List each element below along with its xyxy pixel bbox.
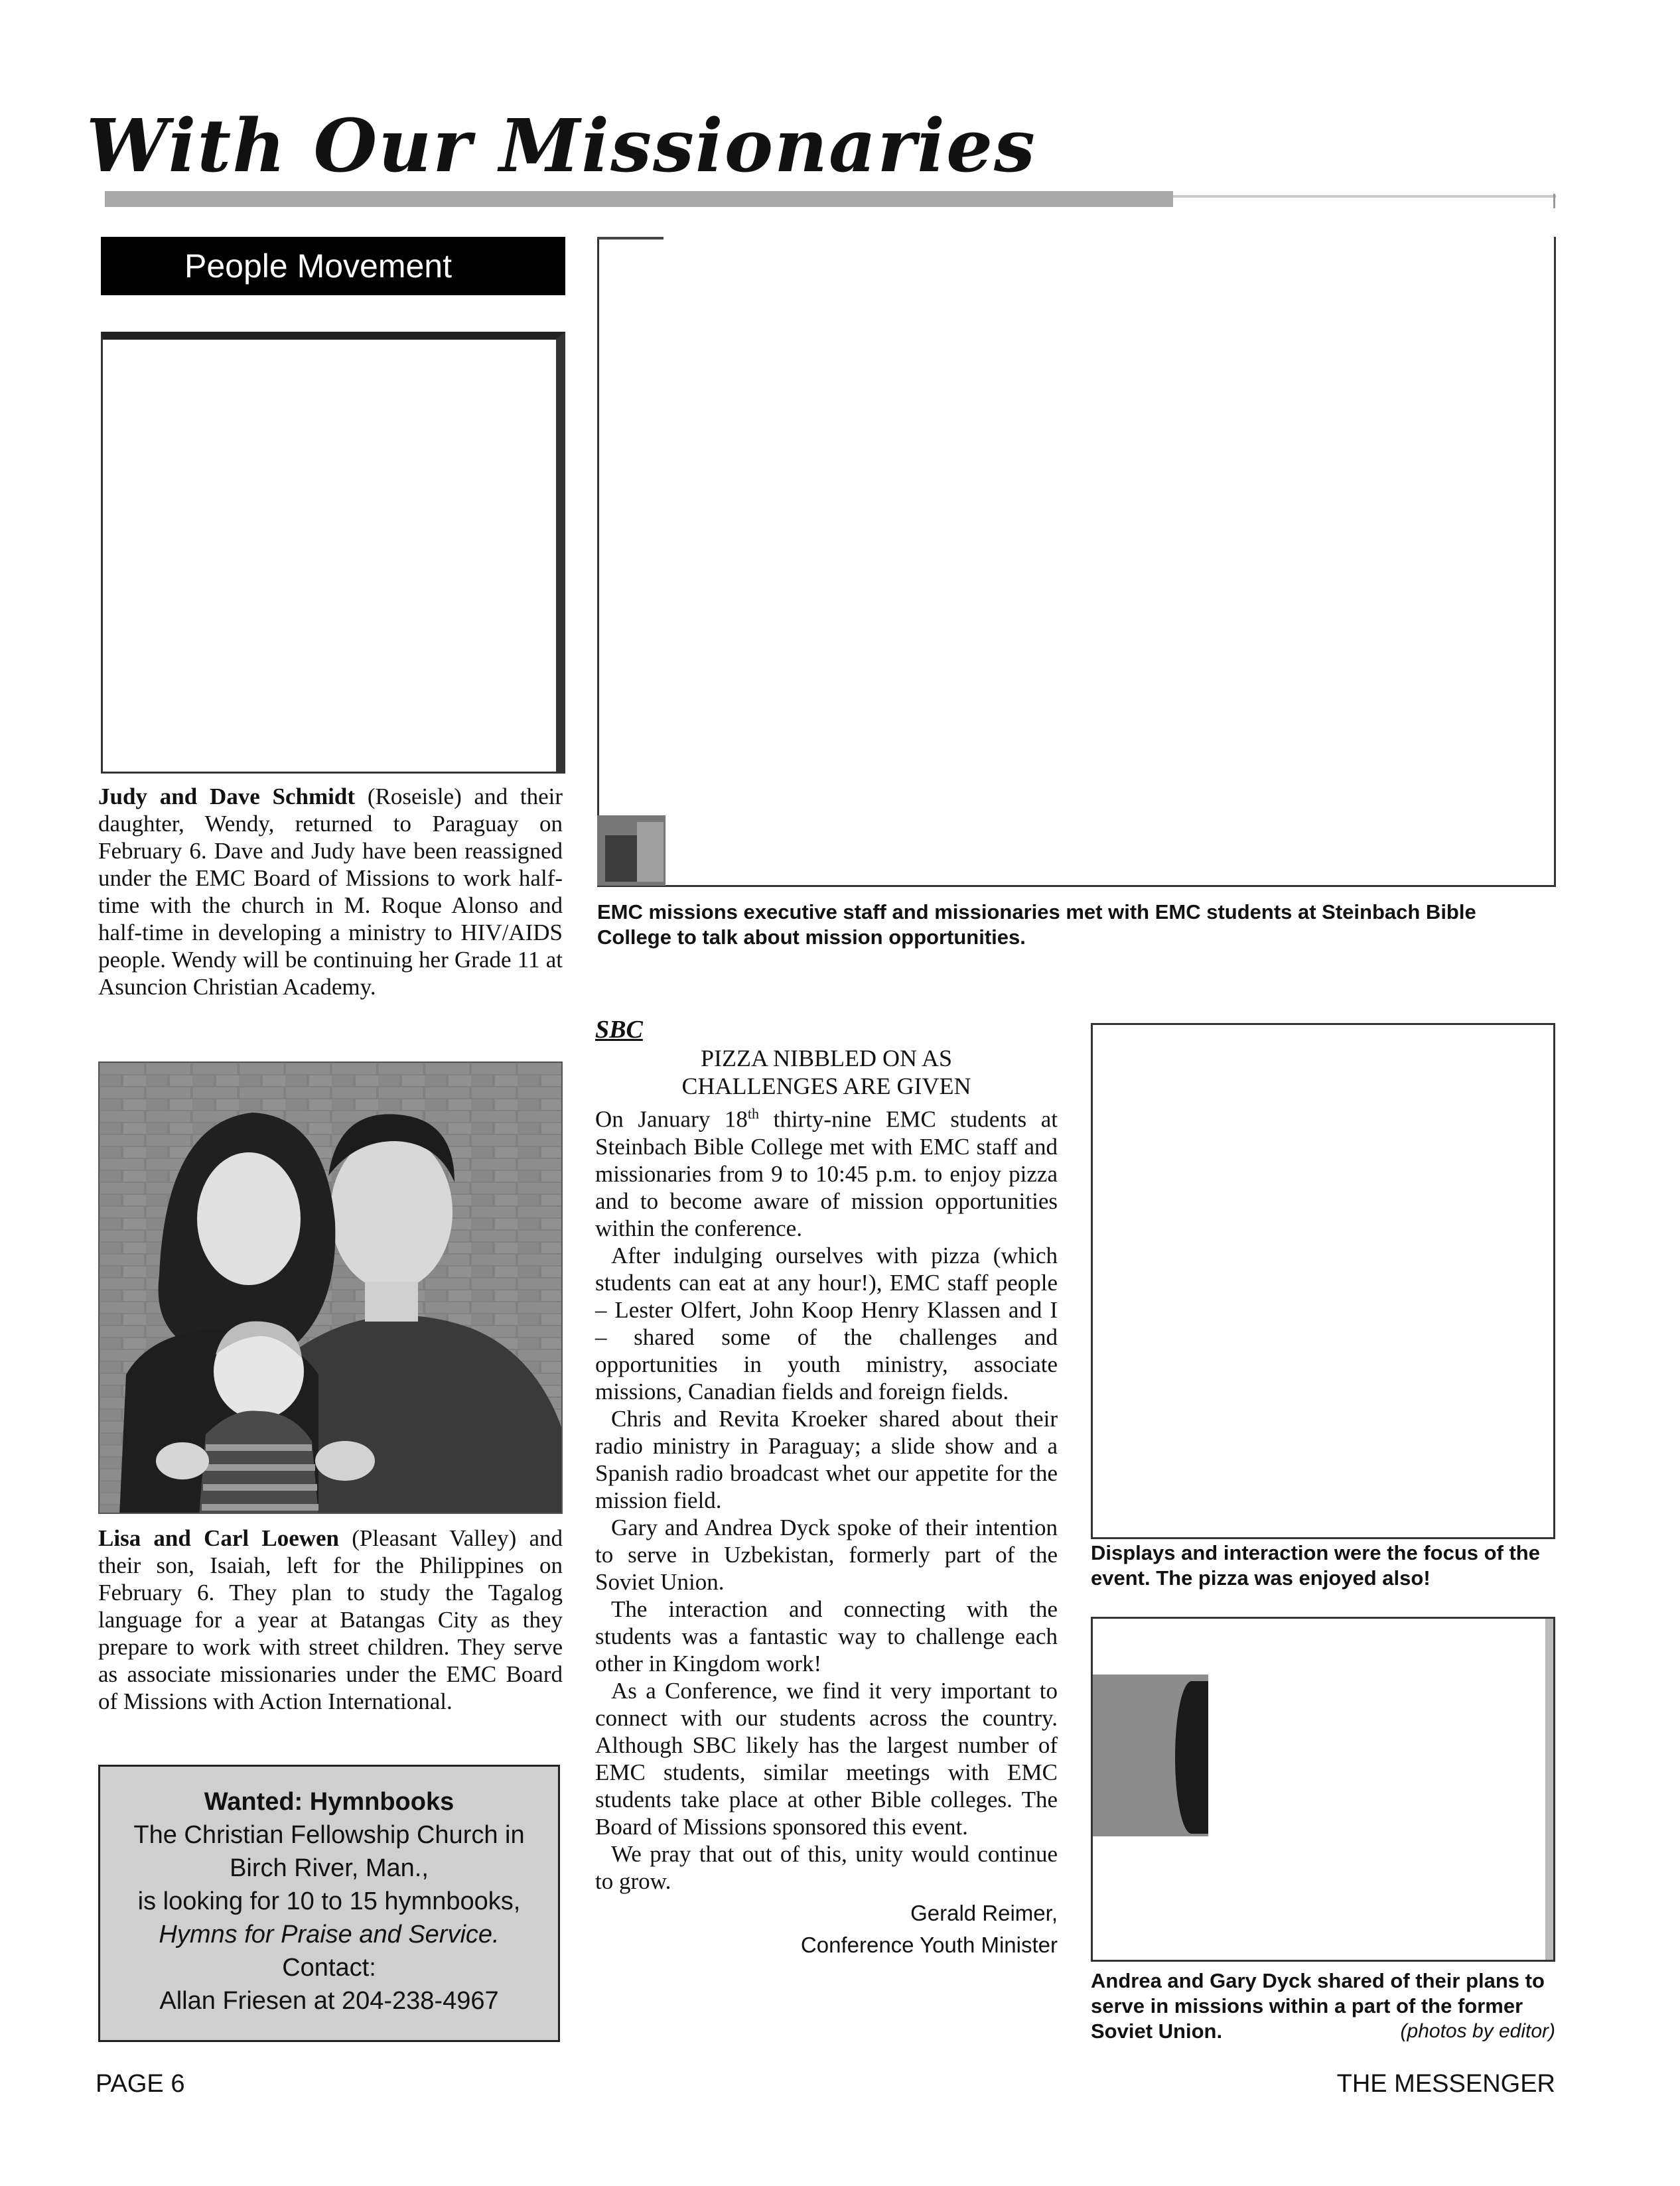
schmidt-paragraph bbox=[98, 783, 563, 1000]
wanted-line-1: The Christian Fellowship Church in bbox=[133, 1821, 525, 1849]
footer-publication: THE MESSENGER bbox=[1336, 2070, 1555, 2098]
displays-photo bbox=[1091, 1023, 1555, 1539]
article-body bbox=[595, 1100, 1058, 1895]
page-header-title: With Our Missionaries bbox=[86, 103, 1036, 188]
dyck-caption-text: Andrea and Gary Dyck shared of their plans to serve in missions within a part of the former Soviet Union. bbox=[1091, 1969, 1545, 2043]
wanted-line-4: Hymns for Praise and Service. bbox=[159, 1921, 500, 1948]
header-rule bbox=[105, 191, 1173, 207]
wanted-line-2: Birch River, Man., bbox=[230, 1854, 429, 1882]
photo-fragment bbox=[1093, 1674, 1208, 1836]
header-rule-extension bbox=[1173, 195, 1556, 198]
schmidt-text: (Roseisle) and their daughter, Wendy, returned to Paraguay on February 6. Dave and Judy have been reassigned under the EMC Board of Missions to work half-time with the church in M. Roque Alonso and half-time in developing a ministry to HIV/AIDS people. Wendy will be continuing her Grade 11 at Asuncion Christian Academy. bbox=[98, 784, 563, 1000]
wanted-title: Wanted: Hymnbooks bbox=[204, 1788, 455, 1816]
header-rule-tick bbox=[1553, 194, 1555, 208]
schmidt-photo bbox=[101, 332, 565, 774]
wanted-line-3: is looking for 10 to 15 hymnbooks, bbox=[137, 1887, 521, 1915]
loewen-text: (Pleasant Valley) and their son, Isaiah, left for the Philippines on February 6. They plan to study the Tagalog language for a year at Batangas City as they prepare to work with street children. They serve as associate missionaries under the EMC Board of Missions with Action International. bbox=[98, 1525, 563, 1714]
dyck-caption bbox=[1091, 1968, 1555, 2044]
article-author: Gerald Reimer, bbox=[910, 1900, 1058, 1925]
article-byline bbox=[595, 1897, 1058, 1961]
loewen-family-illustration bbox=[100, 1063, 563, 1514]
article-paragraph-2: After indulging ourselves with pizza (which students can eat at any hour!), EMC staff people – Lester Olfert, John Koop Henry Klassen and I – shared some of the challenges and opportunities in youth ministry, associate missions, Canadian fields and foreign fields. bbox=[595, 1242, 1058, 1404]
sbc-article bbox=[595, 1015, 1058, 1961]
article-kicker: SBC bbox=[595, 1016, 643, 1044]
article-paragraph-1: On January 18th thirty-nine EMC students at Steinbach Bible College met with EMC staff and missionaries from 9 to 10:45 p.m. to enjoy pizza and to become aware of mission opportunities within the conference. bbox=[595, 1105, 1058, 1241]
section-banner-label: People Movement bbox=[184, 247, 453, 285]
article-paragraph-5: The interaction and connecting with the students was a fantastic way to challenge each other in Kingdom work! bbox=[595, 1596, 1058, 1676]
photo-fragment bbox=[597, 815, 665, 886]
schmidt-names: Judy and Dave Schmidt bbox=[98, 784, 356, 809]
wanted-hymnbooks-box bbox=[98, 1765, 560, 2042]
wanted-line-5: Contact: bbox=[282, 1954, 376, 1982]
article-author-title: Conference Youth Minister bbox=[800, 1932, 1058, 1957]
photo-credit: (photos by editor) bbox=[1400, 2020, 1555, 2042]
dyck-photo bbox=[1091, 1617, 1555, 1962]
footer-page-number: PAGE 6 bbox=[96, 2070, 185, 2098]
loewen-names: Lisa and Carl Loewen bbox=[98, 1525, 340, 1551]
section-banner bbox=[101, 237, 565, 295]
students-meeting-photo bbox=[597, 237, 1556, 887]
students-meeting-caption: EMC missions executive staff and missionaries met with EMC students at Steinbach Bible College to talk about mission opportunities. bbox=[597, 900, 1476, 949]
article-headline-line-2: CHALLENGES ARE GIVEN bbox=[681, 1073, 971, 1099]
wanted-line-6: Allan Friesen at 204-238-4967 bbox=[159, 1987, 499, 2015]
article-paragraph-3: Chris and Revita Kroeker shared about their radio ministry in Paraguay; a slide show and a Spanish radio broadcast whet our appetite for the mission field. bbox=[595, 1405, 1058, 1513]
article-paragraph-6: As a Conference, we find it very important to connect with our students across the country. Although SBC likely has the largest number of EMC students, similar meetings with EMC students take place at other Bible colleges. The Board of Missions sponsored this event. bbox=[595, 1677, 1058, 1840]
displays-caption: Displays and interaction were the focus of the event. The pizza was enjoyed also! bbox=[1091, 1541, 1540, 1590]
loewen-paragraph bbox=[98, 1525, 563, 1715]
article-headline-line-1: PIZZA NIBBLED ON AS bbox=[700, 1045, 953, 1071]
article-paragraph-7: We pray that out of this, unity would continue to grow. bbox=[595, 1840, 1058, 1894]
loewen-family-photo bbox=[98, 1061, 563, 1514]
article-headline bbox=[595, 1044, 1058, 1100]
article-paragraph-4: Gary and Andrea Dyck spoke of their intention to serve in Uzbekistan, formerly part of the Soviet Union. bbox=[595, 1514, 1058, 1595]
